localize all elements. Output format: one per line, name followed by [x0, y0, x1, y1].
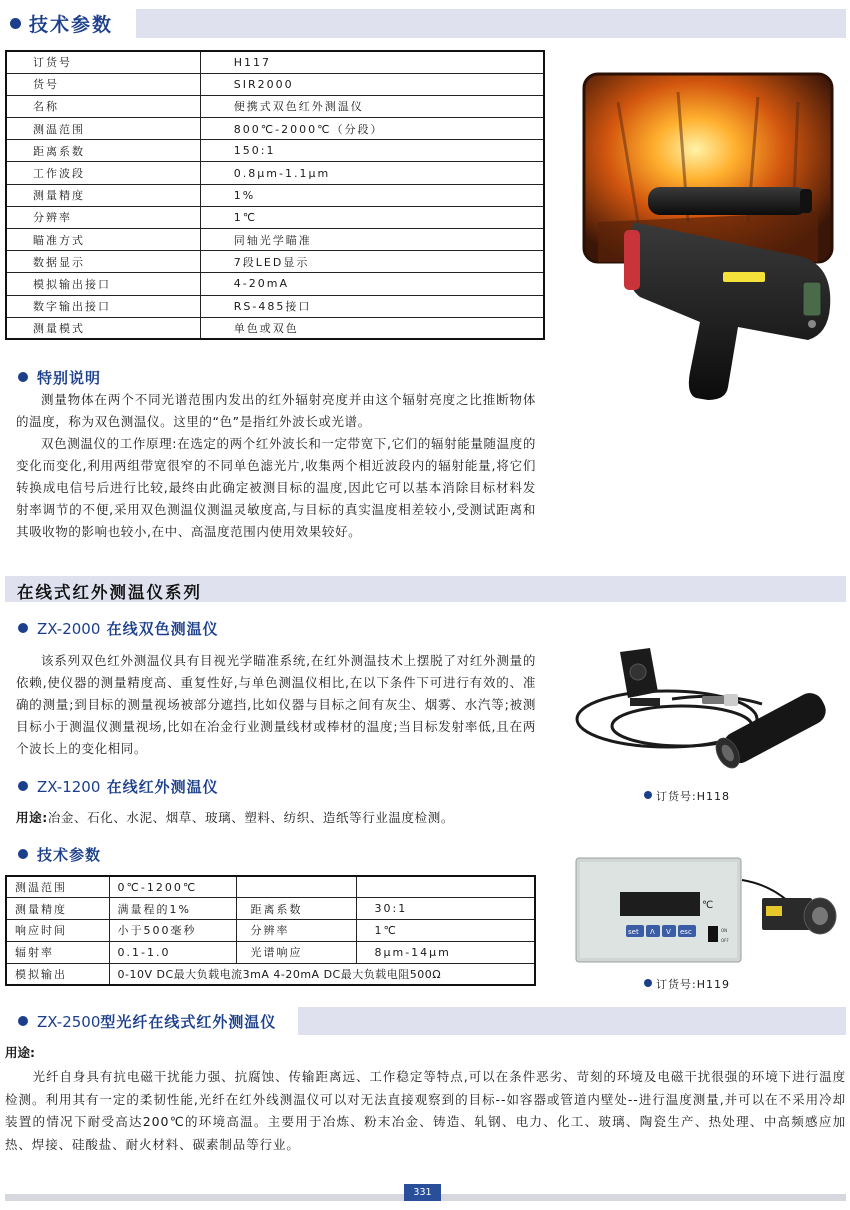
spec-value: 0.8μm-1.1μm [200, 162, 544, 184]
note-paragraph-1: 测量物体在两个不同光谱范围内发出的红外辐射亮度并由这个辐射亮度之比推断物体的温度，称为双色测温仪。这里的“色”是指红外波长或光谱。 [16, 392, 536, 429]
cell: 30:1 [356, 898, 535, 920]
product-photo-panel-instrument-h119 [572, 850, 844, 970]
zx1200-usage [16, 808, 454, 826]
spec-key: 瞄准方式 [6, 229, 200, 251]
spec-key: 测量模式 [6, 317, 200, 339]
table-row [6, 162, 544, 184]
spec-key: 分辨率 [6, 206, 200, 228]
spec-key: 订货号 [6, 51, 200, 73]
zx2500-usage-label: 用途: [5, 1045, 35, 1060]
table-row [6, 317, 544, 339]
bullet-icon [18, 623, 28, 633]
table-row [6, 206, 544, 228]
cell: 0-10V DC最大负载电流3mA 4-20mA DC最大负载电阻500Ω [109, 963, 535, 985]
spec-key: 测量精度 [6, 184, 200, 206]
special-note-title: 特别说明 [18, 367, 101, 388]
cell: 0.1-1.0 [109, 941, 236, 963]
cell: 1℃ [356, 920, 535, 942]
spec-value: 1% [200, 184, 544, 206]
spec-key: 测温范围 [6, 118, 200, 140]
cell: 响应时间 [6, 920, 109, 942]
section-title-tech-params: 技术参数 [10, 10, 113, 37]
zx2000-text: 该系列双色红外测温仪具有目视光学瞄准系统,在红外测温技术上摆脱了对红外测量的依赖,使仪器的测量精度高、重复性好,与单色测温仪相比,在以下条件下可进行有效的、准确的测量;到目标的测量视场被部分遮挡,比如仪器与目标之间有灰尘、烟雾、水汽等;被测目标小于测温仪测量视场,比如在冶金行业测量线材或棒材的温度;当目标发射率低,且在两个波长上的变化相同。 [16, 653, 536, 756]
cell: 辐射率 [6, 941, 109, 963]
section-header-bar [298, 1007, 846, 1035]
spec-value: 4-20mA [200, 273, 544, 295]
table-row [6, 963, 535, 985]
cell: 分辨率 [236, 920, 356, 942]
spec-key: 数据显示 [6, 251, 200, 273]
spec-key: 名称 [6, 95, 200, 117]
spec-value: RS-485接口 [200, 295, 544, 317]
spec-value: 同轴光学瞄准 [200, 229, 544, 251]
zx1200-title: ZX-1200 在线红外测温仪 [18, 776, 219, 797]
spec-key: 货号 [6, 73, 200, 95]
cell: 测温范围 [6, 876, 109, 898]
table-row [6, 140, 544, 162]
page-number: 331 [404, 1184, 441, 1201]
table-row [6, 295, 544, 317]
table-row [6, 898, 535, 920]
spec-value: 800℃-2000℃（分段） [200, 118, 544, 140]
section-title-online-series: 在线式红外测温仪系列 [17, 583, 202, 602]
on-label: ON [721, 928, 728, 933]
set-key: set [628, 928, 639, 936]
cell: 模拟输出 [6, 963, 109, 985]
esc-key: esc [680, 928, 692, 936]
unit-label: ℃ [702, 900, 714, 911]
spec-key: 工作波段 [6, 162, 200, 184]
spec-key: 模拟输出接口 [6, 273, 200, 295]
cell: 距离系数 [236, 898, 356, 920]
cell: 0℃-1200℃ [109, 876, 236, 898]
cell [236, 876, 356, 898]
special-note-text [16, 389, 536, 543]
product-photo-online-pyrometer-h118 [572, 644, 844, 784]
zx2000-title: ZX-2000 在线双色测温仪 [18, 618, 219, 639]
usage-text: 冶金、石化、水泥、烟草、玻璃、塑料、纺织、造纸等行业温度检测。 [47, 810, 454, 825]
down-key: V [666, 928, 671, 936]
section-header-bar [136, 9, 846, 38]
table-row [6, 51, 544, 73]
usage-label: 用途: [16, 810, 48, 825]
bullet-icon [18, 1016, 28, 1026]
table-row [6, 920, 535, 942]
spec-value: H117 [200, 51, 544, 73]
cell: 测量精度 [6, 898, 109, 920]
spec-value: 150:1 [200, 140, 544, 162]
spec-table [5, 50, 545, 340]
zx2500-text: 光纤自身具有抗电磁干扰能力强、抗腐蚀、传输距离远、工作稳定等特点,可以在条件恶劣、苛刻的环境及电磁干扰很强的环境下进行温度检测。利用其有一定的柔韧性能,光纤在红外线测温仪可以对无法直接观察到的目标--如容器或管道内壁处--进行温度测量,并可以在不采用冷却装置的情况下耐受高达200℃的环境高温。主要用于冶炼、粉末冶金、铸造、轧钢、电力、化工、玻璃、陶瓷生产、热处理、中高频感应加热、焊接、硅酸盐、耐火材料、碳素制品等行业。 [5, 1069, 846, 1152]
table-row [6, 251, 544, 273]
spec-value: 7段LED显示 [200, 251, 544, 273]
table-row [6, 273, 544, 295]
table-row [6, 73, 544, 95]
note-paragraph-2: 双色测温仪的工作原理:在选定的两个红外波长和一定带宽下,它们的辐射能量随温度的变化而变化,利用两组带宽很窄的不同单色滤光片,收集两个相近波段内的辐射能量,将它们转换成电信号后进行比较,最终由此确定被测目标的温度,因此它可以基本消除目标材料发射率调节的不便,采用双色测温仪测温灵敏度高,与目标的真实温度相差较小,受测试距离和其吸收物的影响也较小,在中、高温度范围内使用效果较好。 [16, 436, 536, 539]
cell: 8μm-14μm [356, 941, 535, 963]
cell: 满量程的1% [109, 898, 236, 920]
spec-value: 单色或双色 [200, 317, 544, 339]
cell [356, 876, 535, 898]
table-row [6, 95, 544, 117]
bullet-icon [644, 979, 652, 987]
spec-key: 数字输出接口 [6, 295, 200, 317]
table-row [6, 876, 535, 898]
cell: 小于500毫秒 [109, 920, 236, 942]
table-row [6, 118, 544, 140]
caption-h118: 订货号:H118 [644, 788, 730, 804]
spec-value: 1℃ [200, 206, 544, 228]
table-row [6, 941, 535, 963]
up-key: Λ [650, 928, 655, 936]
zx2500-title: ZX-2500型光纤在线式红外测温仪 [18, 1011, 276, 1032]
product-photo-handheld-pyrometer [578, 72, 840, 402]
off-label: OFF [721, 938, 729, 943]
table-row [6, 184, 544, 206]
spec-key: 距离系数 [6, 140, 200, 162]
spec-value: 便携式双色红外测温仪 [200, 95, 544, 117]
bullet-icon [18, 849, 28, 859]
cell: 光谱响应 [236, 941, 356, 963]
bullet-icon [644, 791, 652, 799]
table-row [6, 229, 544, 251]
caption-h119: 订货号:H119 [644, 976, 730, 992]
bullet-icon [18, 372, 28, 382]
spec-table-2 [5, 875, 536, 986]
tech-params-2-title: 技术参数 [18, 844, 101, 865]
bullet-icon [10, 18, 21, 29]
spec-value: SIR2000 [200, 73, 544, 95]
bullet-icon [18, 781, 28, 791]
